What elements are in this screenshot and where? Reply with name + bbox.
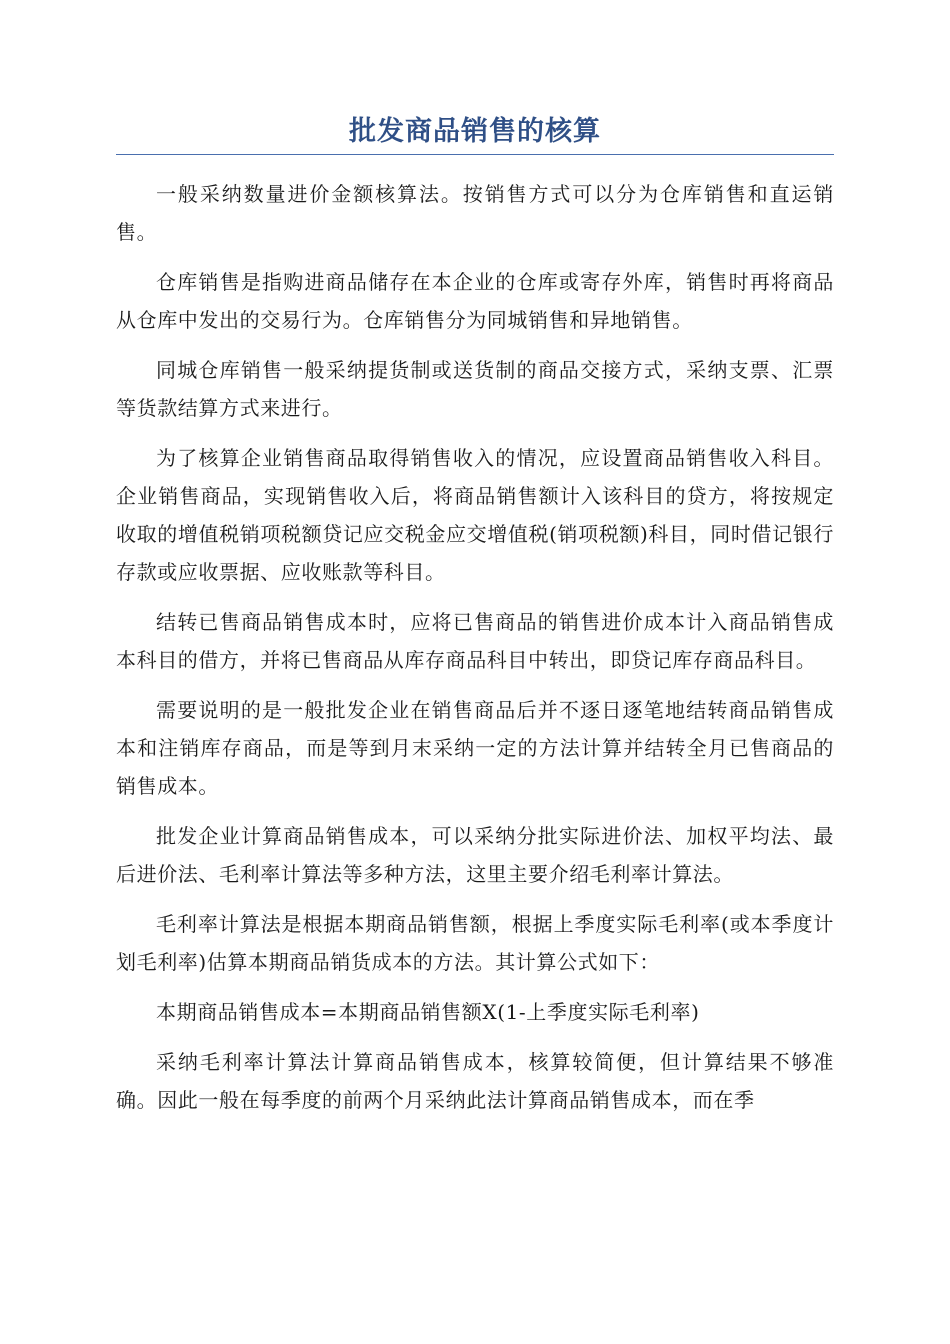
paragraph: 为了核算企业销售商品取得销售收入的情况，应设置商品销售收入科目。企业销售商品，实现销售收入后，将商品销售额计入该科目的贷方，将按规定收取的增值税销项税额贷记应交税金应交增值税(销项税额)科目，同时借记银行存款或应收票据、应收账款等科目。	[116, 446, 834, 584]
paragraph: 批发企业计算商品销售成本，可以采纳分批实际进价法、加权平均法、最后进价法、毛利率计算法等多种方法，这里主要介绍毛利率计算法。	[116, 824, 834, 886]
formula-paragraph: 本期商品销售成本=本期商品销售额X(1-上季度实际毛利率)	[156, 1000, 700, 1024]
paragraph: 需要说明的是一般批发企业在销售商品后并不逐日逐笔地结转商品销售成本和注销库存商品，而是等到月末采纳一定的方法计算并结转全月已售商品的销售成本。	[116, 698, 834, 798]
document-page	[116, 112, 834, 1131]
paragraph: 结转已售商品销售成本时，应将已售商品的销售进价成本计入商品销售成本科目的借方，并将已售商品从库存商品科目中转出，即贷记库存商品科目。	[116, 610, 834, 672]
paragraph: 同城仓库销售一般采纳提货制或送货制的商品交接方式，采纳支票、汇票等货款结算方式来进行。	[116, 358, 834, 420]
paragraph: 采纳毛利率计算法计算商品销售成本，核算较简便，但计算结果不够准确。因此一般在每季度的前两个月采纳此法计算商品销售成本，而在季	[116, 1050, 834, 1112]
paragraph: 毛利率计算法是根据本期商品销售额，根据上季度实际毛利率(或本季度计划毛利率)估算本期商品销货成本的方法。其计算公式如下：	[116, 912, 834, 974]
document-body	[116, 175, 834, 1119]
paragraph: 仓库销售是指购进商品储存在本企业的仓库或寄存外库，销售时再将商品从仓库中发出的交易行为。仓库销售分为同城销售和异地销售。	[116, 270, 834, 332]
document-title: 批发商品销售的核算	[116, 112, 834, 155]
paragraph: 一般采纳数量进价金额核算法。按销售方式可以分为仓库销售和直运销售。	[116, 182, 834, 244]
